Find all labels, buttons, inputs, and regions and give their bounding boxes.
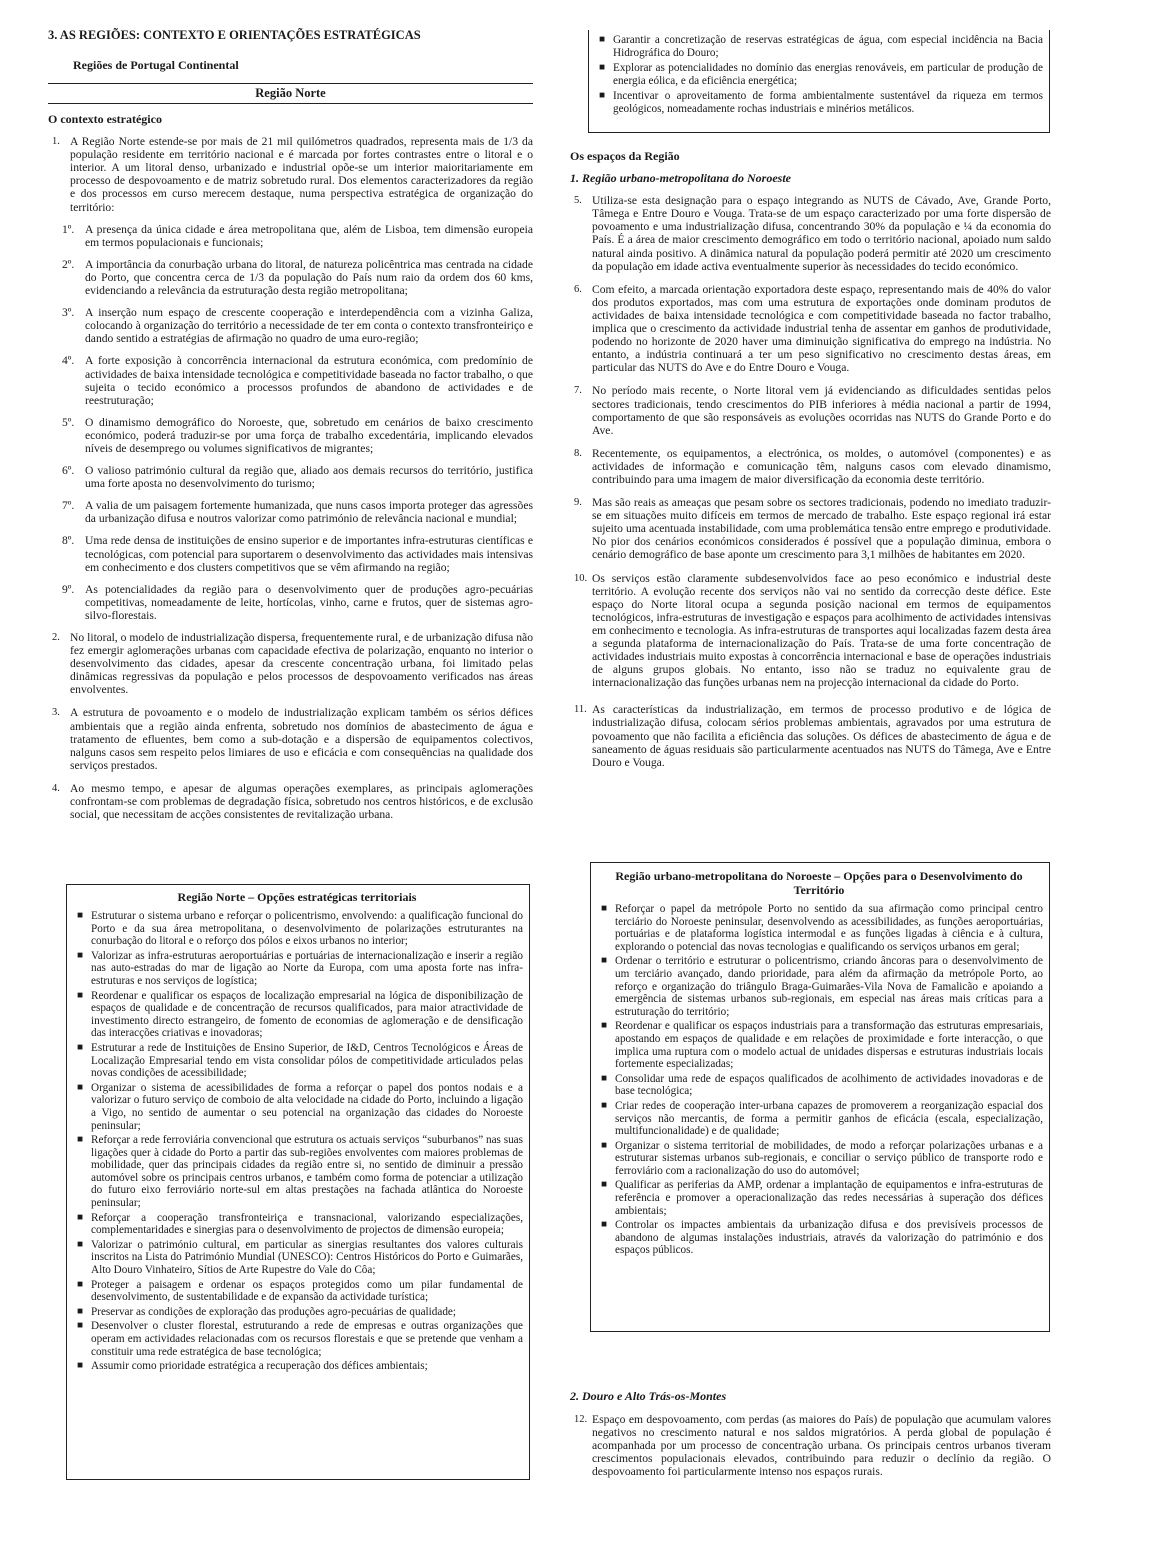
sub-item bbox=[48, 223, 533, 249]
bullet-icon: ■ bbox=[601, 1219, 608, 1231]
bullet-icon: ■ bbox=[601, 1099, 608, 1111]
sub-number: 6º. bbox=[62, 464, 75, 478]
para-text: Recentemente, os equipamentos, a electrónica, os moldes, o automóvel (componentes) e as actividades de informação e comunicação têm, nalguns casos com elevado dinamismo, contribuindo para uma imagem de maior diversificação da economia deste território. bbox=[592, 446, 1051, 486]
sub-text: As potencialidades da região para o desenvolvimento quer de produções agro-pecuárias competitivas, nomeadamente de leite, hortícolas, vinho, carne e frutos, quer de sistemas agro-silvo-florestais. bbox=[85, 582, 533, 622]
region-bar: Região Norte bbox=[48, 83, 533, 104]
bullet-item bbox=[593, 62, 1043, 87]
bullet-item bbox=[71, 950, 523, 988]
sub-text: A forte exposição à concorrência internacional da estrutura económica, com predomínio de actividades de baixa intensidade tecnológica e competitividade baseada no factor trabalho, o que sujeita o tecido económico a processos profundos de abandono de actividades e de reestruturação; bbox=[85, 354, 533, 407]
para-number: 3. bbox=[52, 707, 60, 719]
bullet-text: Reordenar e qualificar os espaços industriais para a transformação das estruturas empresariais, apostando em espaços de qualidade e em relações de proximidade e forte interacção, o que implica uma ruptura com o modelo actual de unidades dispersas e estruturas industriais locais fortemente especializadas; bbox=[615, 1020, 1043, 1071]
para-text: Espaço em despovoamento, com perdas (as maiores do País) de população que acumulam valores negativos no crescimento natural e nos saldos migratórios. A perda global de população é acompanhada por um processo de concentração urbana. Os principais centros urbanos tiveram crescimentos populacionais elevados, contribuindo para reduzir o declínio da região. O despovoamento foi particularmente intenso nos espaços rurais. bbox=[592, 1413, 1051, 1479]
sub-item bbox=[48, 354, 533, 406]
bullet-text: Estruturar o sistema urbano e reforçar o policentrismo, envolvendo: a qualificação funcional do Porto e da sua área metropolitana, o desenvolvimento de polarizações estruturantes na conurbação do litoral e o reforço dos pólos e eixos urbanos no interior; bbox=[91, 910, 523, 948]
bullet-text: Garantir a concretização de reservas estratégicas de água, com especial incidência na Bacia Hidrográfica do Douro; bbox=[613, 34, 1043, 59]
bullet-icon: ■ bbox=[77, 1305, 84, 1317]
paragraph-8 bbox=[570, 447, 1051, 486]
bullet-item bbox=[595, 1140, 1043, 1178]
bullet-text: Reforçar o papel da metrópole Porto no sentido da sua afirmação como principal centro terciário do Noroeste peninsular, desenvolvendo as acessibilidades, as funções aeroportuárias, portuárias e de plataforma logística intermodal e as funções ligadas à ciência e à cultura, explorando o potencial das novas tecnologias e qualificando os serviços urbanos em geral; bbox=[615, 903, 1043, 953]
sub-item bbox=[48, 258, 533, 297]
bullet-item bbox=[593, 90, 1043, 115]
bullet-icon: ■ bbox=[601, 903, 608, 914]
sub-number: 9º. bbox=[62, 582, 75, 596]
bullet-text: Consolidar uma rede de espaços qualificados de acolhimento de actividades inovadoras e de base tecnológica; bbox=[615, 1072, 1043, 1098]
bullet-icon: ■ bbox=[77, 1134, 84, 1146]
section-title: 3. AS REGIÕES: CONTEXTO E ORIENTAÇÕES ESTRATÉGICAS bbox=[48, 28, 421, 42]
bullet-item bbox=[71, 1306, 523, 1319]
box-title: Região Norte – Opções estratégicas territoriais bbox=[177, 890, 417, 904]
bullet-text: Ordenar o território e estruturar o policentrismo, criando âncoras para o desenvolvimento de um terciário avançado, dando prioridade, para além da afirmação da metrópole Porto, ao reforço e organização do triângulo Braga-Guimarães-Vila Nova de Famalicão e apoiando a emergência de sistemas urbanos sub-regionais, em especial nas áreas mais críticas para a estruturação do território; bbox=[615, 955, 1043, 1018]
bullet-icon: ■ bbox=[601, 1020, 608, 1032]
noroeste-options-box bbox=[590, 862, 1050, 1332]
para-text: No período mais recente, o Norte litoral vem já evidenciando as dificuldades sentidas pelos sectores tradicionais, tendo crescimentos do PIB inferiores à média nacional a partir de 1994, comportamento de que são responsáveis as evoluções ocorridas nas NUTS do Grande Porto e do Ave. bbox=[592, 384, 1051, 437]
para-text: A Região Norte estende-se por mais de 21 mil quilómetros quadrados, representa mais de 1/3 da população residente em território nacional e é marcada por fortes contrastes entre o litoral e o interior. A um litoral denso, urbanizado e industrial opõe-se um interior maioritariamente em processo de despovoamento e de matriz sobretudo rural. Dos elementos caracterizadores da região e dos processos em curso merecem destaque, numa perspectiva estratégica de organização do território: bbox=[70, 135, 533, 214]
sub-number: 3º. bbox=[62, 306, 75, 320]
paragraph-10 bbox=[570, 572, 1051, 690]
para-number: 8. bbox=[574, 447, 582, 459]
bullet-text: Controlar os impactes ambientais da urbanização difusa e dos previsíveis processos de abandono de algumas instalações industriais, através da valorização do património e dos espaços públicos. bbox=[615, 1219, 1043, 1257]
para-number: 9. bbox=[574, 497, 582, 509]
bullet-icon: ■ bbox=[601, 1139, 608, 1151]
bullet-item bbox=[595, 955, 1043, 1018]
para-number: 4. bbox=[52, 782, 60, 794]
sub-number: 8º. bbox=[62, 534, 75, 548]
bullet-item bbox=[71, 1239, 523, 1277]
bullet-icon: ■ bbox=[601, 955, 608, 967]
bullet-icon: ■ bbox=[77, 949, 84, 961]
bullet-item bbox=[595, 903, 1043, 953]
paragraph-7 bbox=[570, 384, 1051, 436]
bullet-icon: ■ bbox=[599, 62, 606, 74]
bullet-text: Criar redes de cooperação inter-urbana capazes de promoverem a reorganização espacial dos serviços não mercantis, de forma a permitir ganhos de eficácia (escala, especialização, multifuncionalidade) e de qualidade; bbox=[615, 1099, 1043, 1138]
bullet-item bbox=[71, 1320, 523, 1358]
sub2-heading: 2. Douro e Alto Trás-os-Montes bbox=[570, 1389, 727, 1403]
paragraph-1 bbox=[48, 135, 533, 214]
para-number: 10. bbox=[574, 572, 588, 584]
para-number: 5. bbox=[574, 195, 582, 207]
paragraph-9 bbox=[570, 496, 1051, 561]
douro-section bbox=[570, 1390, 1051, 1479]
para-number: 11. bbox=[574, 704, 587, 716]
subtitle: Regiões de Portugal Continental bbox=[73, 58, 239, 72]
bullet-text: Reforçar a cooperação transfronteiriça e transnacional, valorizando especializações, complementaridades e sinergias para o desenvolvimento de projectos de dimensão europeia; bbox=[91, 1211, 523, 1237]
bullet-icon: ■ bbox=[601, 1072, 608, 1084]
bullet-text: Organizar o sistema de acessibilidades de forma a reforçar o papel dos pontos nodais e a valorizar o futuro serviço de comboio de alta velocidade na cidade do Porto, incluindo a ligação a Vigo, no sentido de aumentar o seu potencial na organização das cidades do Noroeste peninsular; bbox=[91, 1081, 523, 1132]
bullet-item bbox=[71, 1279, 523, 1304]
para-text: Os serviços estão claramente subdesenvolvidos face ao peso económico e industrial deste território. A evolução recente dos serviços não vai no sentido da correcção deste défice. Este espaço do Norte litoral ocupa a segunda posição nacional em termos de equipamentos tecnológicos, infra-estruturas de investigação e espaços para acolhimento de actividades intensivas em conhecimento e tecnologia. As infra-estruturas de transportes aqui localizadas fazem desta área a segunda plataforma de internacionalização do País. Trata-se de uma forte concentração de actividades industriais muito expostas à concorrência internacional e base de operações industriais de alguns grupos globais. No entanto, isso não se traduz no equivalente grau de internacionalização das funções urbanas nem na projecção internacional da cidade do Porto. bbox=[592, 571, 1051, 690]
bullet-item bbox=[71, 1082, 523, 1132]
sub-text: O dinamismo demográfico do Noroeste, que, sobretudo em cenários de baixo crescimento económico, poderá traduzir-se por uma força de trabalho excedentária, implicando elevados níveis de desemprego ou volumes significativos de migrantes; bbox=[85, 415, 533, 455]
sub-item bbox=[48, 499, 533, 525]
bullet-text: Organizar o sistema territorial de mobilidades, de modo a reforçar polarizações urbanas e a estruturar sistemas urbanos sub-regionais, e conciliar o serviço público de transporte rodo e ferroviário com a racionalização do uso do automóvel; bbox=[615, 1139, 1043, 1177]
para-text: Mas são reais as ameaças que pesam sobre os sectores tradicionais, podendo no imediato traduzir-se em situações muito difíceis em termos de mercado de trabalho. Este espaço regional irá estar sujeito uma acentuada instabilidade, com uma problemática tensão entre emprego e produtividade. No pior dos cenários económicos considerados é possível que a população diminua, embora o cenário demográfico de base aponte um crescimento para 3,1 milhões de habitantes em 2020. bbox=[592, 496, 1051, 562]
sub1-heading: 1. Região urbano-metropolitana do Noroeste bbox=[570, 171, 792, 186]
bullet-text: Explorar as potencialidades no domínio das energias renováveis, em particular de produção de energia eólica, e da eficiência energética; bbox=[613, 62, 1043, 87]
sub-item bbox=[48, 416, 533, 455]
para-number: 6. bbox=[574, 283, 582, 295]
sub-text: A importância da conurbação urbana do litoral, de natureza policêntrica mas centrada na cidade do Porto, que concentra cerca de 1/3 da população do País num raio da ordem dos 60 kms, evidenciando a relevância da estruturação desta região metropolitana; bbox=[85, 257, 533, 298]
bullet-item bbox=[71, 990, 523, 1040]
paragraph-4 bbox=[48, 782, 533, 821]
para-text: No litoral, o modelo de industrialização dispersa, frequentemente rural, e de urbanização difusa não fez emergir aglomerações urbanas com capacidade efectiva de polarização, enquanto no interior o desenvolvimento das cidades, apesar da crescente concentração urbana, foi limitado pelas dinâmicas regressivas da população e pelos processos de despovoamento verificados nas áreas envolventes. bbox=[70, 631, 533, 697]
bullet-text: Desenvolver o cluster florestal, estruturando a rede de empresas e outras organizações que operam em actividades relacionadas com os recursos florestais e que se pretende que venham a constituir uma rede estratégica de base tecnológica; bbox=[91, 1320, 523, 1358]
bullet-text: Assumir como prioridade estratégica a recuperação dos défices ambientais; bbox=[91, 1360, 428, 1373]
paragraph-11 bbox=[570, 703, 1051, 768]
bullet-item bbox=[71, 1042, 523, 1080]
para-number: 12. bbox=[574, 1414, 588, 1426]
paragraph-2 bbox=[48, 631, 533, 696]
sub-item bbox=[48, 534, 533, 573]
bullet-text: Qualificar as periferias da AMP, ordenar a implantação de equipamentos e infra-estruturas de referência e promover a operacionalização das redes necessárias à superação dos défices ambientais; bbox=[615, 1179, 1043, 1217]
bullet-text: Proteger a paisagem e ordenar os espaços protegidos como um pilar fundamental de desenvolvimento, de sustentabilidade e de expansão da actividade turística; bbox=[91, 1278, 523, 1304]
bullet-icon: ■ bbox=[77, 910, 84, 921]
sub-item bbox=[48, 464, 533, 490]
bullet-item bbox=[71, 910, 523, 948]
bullet-text: Incentivar o aproveitamento de forma ambientalmente sustentável da riqueza em termos geológicos, nomeadamente rochas industriais e minérios metálicos. bbox=[613, 90, 1043, 115]
para-number: 2. bbox=[52, 632, 60, 643]
bullet-item bbox=[593, 34, 1043, 59]
sub-text: O valioso património cultural da região que, aliado aos demais recursos do território, justifica uma forte aposta no desenvolvimento do turismo; bbox=[85, 464, 533, 491]
strategic-options-box bbox=[66, 884, 530, 1480]
bullet-text: Preservar as condições de exploração das produções agro-pecuárias de qualidade; bbox=[91, 1305, 456, 1318]
bullet-item bbox=[71, 1212, 523, 1237]
sub-item bbox=[48, 306, 533, 345]
bullet-text: Estruturar a rede de Instituições de Ensino Superior, de I&D, Centros Tecnológicos e Áreas de Localização Empresarial tendo em vista consolidar pólos de competitividade articulados pelas novas condições de acessibilidade; bbox=[91, 1041, 523, 1080]
paragraph-12 bbox=[570, 1413, 1051, 1478]
bullet-text: Reordenar e qualificar os espaços de localização empresarial na lógica de disponibilização de espaços de qualidade e de concentração de recursos qualificados, para maior atractividade de investimento directo estrangeiro, de fomento de economias de aglomeração e de densificação das interacções criativas e inovadoras; bbox=[91, 989, 523, 1040]
sub-text: A presença da única cidade e área metropolitana que, além de Lisboa, tem dimensão europeia em termos populacionais e funcionais; bbox=[85, 222, 533, 249]
para-number: 1. bbox=[52, 136, 60, 148]
sub-number: 5º. bbox=[62, 415, 75, 429]
sub-text: A valia de um paisagem fortemente humanizada, que nuns casos importa proteger das agressões da urbanização difusa e noutros valorizar como património de relevância nacional e mundial; bbox=[85, 499, 533, 526]
paragraph-6 bbox=[570, 283, 1051, 375]
bullet-item bbox=[595, 1020, 1043, 1070]
bullet-icon: ■ bbox=[601, 1179, 608, 1191]
box-title: Região urbano-metropolitana do Noroeste – Opções para o Desenvolvimento do Território bbox=[615, 869, 1023, 897]
bullet-icon: ■ bbox=[77, 1360, 84, 1372]
strategic-options-continuation-box bbox=[588, 30, 1050, 133]
espacos-heading: Os espaços da Região bbox=[570, 149, 680, 163]
para-text: Ao mesmo tempo, e apesar de algumas operações exemplares, as principais aglomerações confrontam-se com problemas de degradação física, sobretudo nos centros históricos, e de exclusão social, que necessitam de acções consistentes de revitalização urbana. bbox=[70, 781, 533, 822]
sub-number: 7º. bbox=[62, 499, 75, 513]
bullet-icon: ■ bbox=[77, 1238, 84, 1250]
contexto-heading: O contexto estratégico bbox=[48, 112, 162, 126]
sub-number: 2º. bbox=[62, 257, 75, 271]
sub-item bbox=[48, 583, 533, 622]
left-column bbox=[48, 113, 533, 821]
sub-number: 4º. bbox=[62, 354, 75, 368]
para-text: Utiliza-se esta designação para o espaço integrando as NUTS de Cávado, Ave, Grande Porto, Tâmega e Entre Douro e Vouga. Trata-se de um espaço caracterizado por uma forte dispersão de povoamento e uma industrialização difusa, concentrando 30% da população e ¼ da economia do País. É a área de maior crescimento demográfico em todo o território nacional, apoiado num saldo natural ainda positivo. A dinâmica natural da população poderá permitir até 2020 um crescimento da população em idade activa eventualmente superior às necessidades do tecido económico. bbox=[592, 194, 1051, 273]
bullet-icon: ■ bbox=[77, 1211, 84, 1223]
bullet-item bbox=[595, 1073, 1043, 1098]
bullet-icon: ■ bbox=[77, 1041, 84, 1053]
bullet-item bbox=[71, 1134, 523, 1210]
bullet-item bbox=[595, 1100, 1043, 1138]
bullet-icon: ■ bbox=[77, 989, 84, 1001]
bullet-icon: ■ bbox=[77, 1320, 84, 1332]
bullet-item bbox=[595, 1179, 1043, 1217]
bullet-text: Valorizar o património cultural, em particular as sinergias resultantes dos valores culturais inscritos na Lista do Património Mundial (UNESCO): Centros Históricos do Porto e Guimarães, Alto Douro Vinhateiro, Sítios de Arte Rupestre do Vale do Côa; bbox=[91, 1238, 523, 1277]
bullet-icon: ■ bbox=[77, 1081, 84, 1093]
para-number: 7. bbox=[574, 385, 582, 397]
bullet-item bbox=[71, 1360, 523, 1373]
sub-text: Uma rede densa de instituições de ensino superior e de importantes infra-estruturas científicas e tecnológicas, com potencial para suportarem o desenvolvimento das actividades mais intensivas em conhecimento e dos clusters competitivos que se vêm afirmando na região; bbox=[85, 534, 533, 574]
para-text: As características da industrialização, em termos de processo produtivo e de lógica de industrialização difusa, colocam sérios problemas ambientais, agravados por uma estrutura de povoamento que não facilita a eficiência das soluções. Os défices de abastecimento de água e de saneamento de águas residuais são particularmente acentuados nas NUTS do Tâmega, Ave e Entre Douro e Vouga. bbox=[592, 703, 1051, 769]
right-column bbox=[570, 150, 1051, 769]
para-text: A estrutura de povoamento e o modelo de industrialização explicam também os sérios défices ambientais que a região ainda enfrenta, sobretudo nos domínios de abastecimento de água e tratamento de efluentes, bem como a sub-dotação e a dispersão de equipamentos colectivos, nalguns casos sem respeito pelos limiares de uso e eficácia e com consequências na qualidade dos serviços prestados. bbox=[70, 706, 533, 772]
bullet-text: Reforçar a rede ferroviária convencional que estrutura os actuais serviços “suburbanos” nas suas ligações quer à cidade do Porto a partir das sub-regiões envolventes com maiores problemas de mobilidade, quer das principais cidades da região entre si, no sentido de diminuir a pressão automóvel sobre os principais centros urbanos, e também como forma de potenciar a utilização do futuro eixo ferroviário norte-sul em altas prestações na fachada atlântica do Noroeste peninsular; bbox=[91, 1134, 523, 1210]
paragraph-3 bbox=[48, 706, 533, 771]
bullet-text: Valorizar as infra-estruturas aeroportuárias e portuárias de internacionalização e inserir a região nas auto-estradas do mar de ligação ao Norte da Europa, com uma aposta forte nas infra-estruturas e nos serviços de logística; bbox=[91, 949, 523, 987]
bullet-item bbox=[595, 1219, 1043, 1257]
para-text: Com efeito, a marcada orientação exportadora deste espaço, representando mais de 40% do valor dos produtos exportados, mas com uma estrutura de exportações onde dominam produtos de actividades de baixa intensidade tecnológica e com competitividade baseada no factor trabalho, implica que o crescimento da actividade industrial tenha de assentar em ganhos de produtividade, podendo no horizonte de 2020 haver uma diminuição significativa do emprego na indústria. No entanto, a indústria continuará a ter um peso significativo no crescimento destas áreas, em particular das NUTS do Ave e do Entre Douro e Vouga. bbox=[592, 282, 1051, 375]
bullet-icon: ■ bbox=[77, 1278, 84, 1290]
paragraph-5 bbox=[570, 194, 1051, 273]
sub-text: A inserção num espaço de crescente cooperação e interdependência com a vizinha Galiza, colocando à organização do território a necessidade de ter em conta o contexto transfronteiriço e dando sentido a estratégias de afirmação no quadro de uma euro-região; bbox=[85, 306, 533, 346]
sub-number: 1º. bbox=[62, 222, 75, 236]
bullet-icon: ■ bbox=[599, 34, 606, 45]
bullet-icon: ■ bbox=[599, 90, 606, 102]
